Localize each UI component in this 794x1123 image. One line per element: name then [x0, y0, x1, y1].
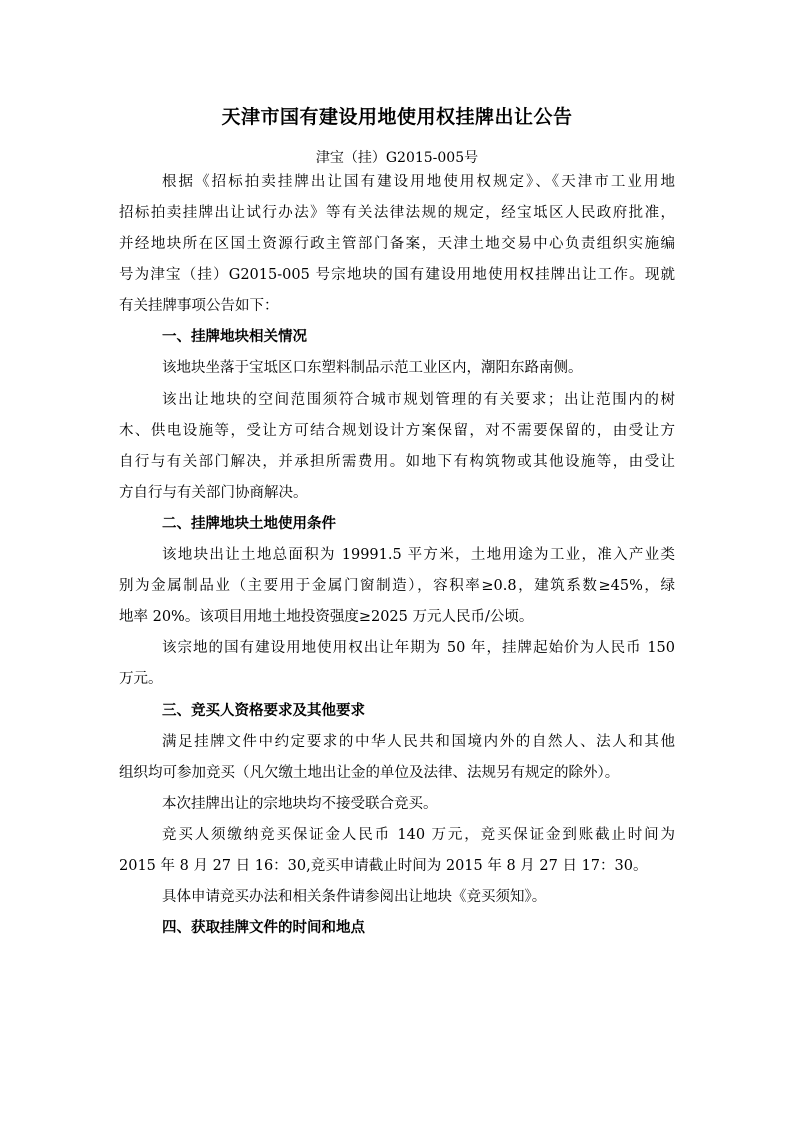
section2-paragraph-2-line: 万元。: [119, 671, 163, 687]
section-heading-3: 三、竞买人资格要求及其他要求: [162, 703, 365, 719]
document-title: 天津市国有建设用地使用权挂牌出让公告: [221, 106, 573, 128]
section-heading-4: 四、获取挂牌文件的时间和地点: [162, 920, 365, 936]
document-number: 津宝（挂）G2015-005号: [315, 150, 479, 166]
section3-paragraph-1-line: 满足挂牌文件中约定要求的中华人民共和国境内外的自然人、法人和其他: [162, 734, 675, 750]
section1-paragraph-2-line: 该出让地块的空间范围须符合城市规划管理的有关要求；出让范围内的树: [162, 392, 675, 408]
section1-paragraph-2-line: 方自行与有关部门协商解决。: [119, 485, 308, 501]
section3-paragraph-3-line: 2015 年 8 月 27 日 16：30,竞买申请截止时间为 2015 年 8 月 27 日 17：30。: [119, 858, 648, 874]
section2-paragraph-1-line: 该地块出让土地总面积为 19991.5 平方米，土地用途为工业，准入产业类: [162, 547, 675, 563]
intro-line: 号为津宝（挂）G2015-005 号宗地块的国有建设用地使用权挂牌出让工作。现就: [119, 267, 675, 283]
section1-paragraph-2-line: 木、供电设施等，受让方可结合规划设计方案保留，对不需要保留的，由受让方: [119, 423, 675, 439]
section3-paragraph-2: 本次挂牌出让的宗地块均不接受联合竞买。: [162, 796, 438, 812]
intro-line: 并经地块所在区国土资源行政主管部门备案，天津土地交易中心负责组织实施编: [119, 236, 675, 252]
intro-line: 招标拍卖挂牌出让试行办法》等有关法律法规的规定，经宝坻区人民政府批准，: [119, 205, 675, 221]
section1-paragraph-1: 该地块坐落于宝坻区口东塑料制品示范工业区内，潮阳东路南侧。: [162, 360, 583, 376]
section-heading-1: 一、挂牌地块相关情况: [162, 329, 307, 345]
section-heading-2: 二、挂牌地块土地使用条件: [162, 516, 336, 532]
intro-line: 有关挂牌事项公告如下：: [119, 298, 279, 314]
section2-paragraph-1-line: 别为金属制品业（主要用于金属门窗制造），容积率≥0.8，建筑系数≥45%，绿: [119, 578, 675, 594]
section2-paragraph-2-line: 该宗地的国有建设用地使用权出让年期为 50 年，挂牌起始价为人民币 150: [162, 640, 675, 656]
section2-paragraph-1-line: 地率 20%。该项目用地土地投资强度≥2025 万元人民币/公顷。: [119, 609, 534, 625]
section1-paragraph-2-line: 自行与有关部门解决，并承担所需费用。如地下有构筑物或其他设施等，由受让: [119, 454, 675, 470]
section3-paragraph-4: 具体申请竞买办法和相关条件请参阅出让地块《竞买须知》。: [162, 889, 547, 905]
section3-paragraph-1-line: 组织均可参加竞买（凡欠缴土地出让金的单位及法律、法规另有规定的除外）。: [119, 765, 620, 781]
intro-line: 根据《招标拍卖挂牌出让国有建设用地使用权规定》、《天津市工业用地: [162, 174, 675, 190]
section3-paragraph-3-line: 竞买人须缴纳竞买保证金人民币 140 万元，竞买保证金到账截止时间为: [162, 827, 675, 843]
